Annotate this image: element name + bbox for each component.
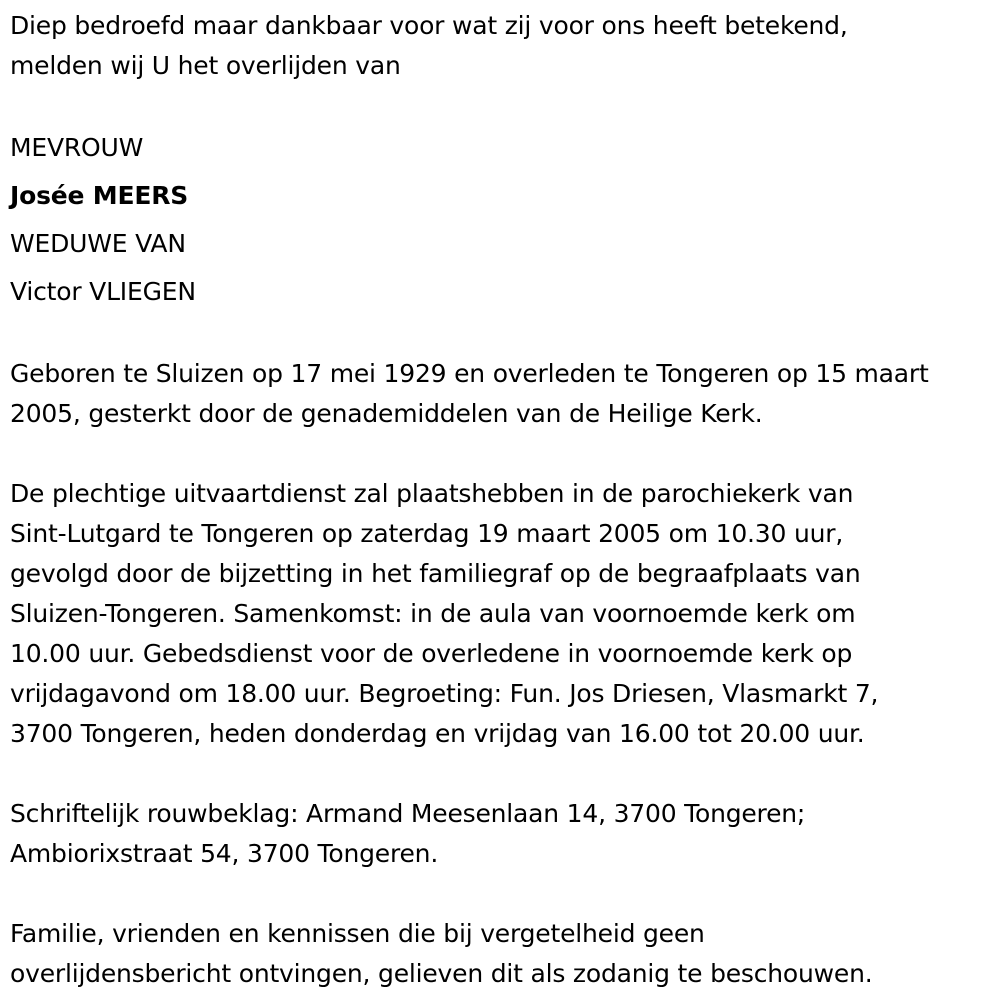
funeral-line: gevolgd door de bijzetting in het familiegraf op de begraafplaats van bbox=[10, 559, 861, 588]
funeral-line: De plechtige uitvaartdienst zal plaatshebben in de parochiekerk van bbox=[10, 479, 854, 508]
funeral-line: 3700 Tongeren, heden donderdag en vrijdag van 16.00 tot 20.00 uur. bbox=[10, 719, 865, 748]
funeral-paragraph bbox=[10, 474, 1000, 754]
closing-line: Familie, vrienden en kennissen die bij vergetelheid geen bbox=[10, 919, 705, 948]
person-title: MEVROUW bbox=[10, 133, 144, 162]
spacer bbox=[10, 86, 1000, 126]
funeral-line: Sint-Lutgard te Tongeren op zaterdag 19 maart 2005 om 10.30 uur, bbox=[10, 519, 844, 548]
condolences-line: Ambiorixstraat 54, 3700 Tongeren. bbox=[10, 839, 439, 868]
spacer bbox=[10, 434, 1000, 474]
birth-death-line: Geboren te Sluizen op 17 mei 1929 en overleden te Tongeren op 15 maart bbox=[10, 359, 929, 388]
person-block bbox=[10, 124, 1000, 316]
person-name: Josée MEERS bbox=[10, 181, 189, 210]
person-spouse: Victor VLIEGEN bbox=[10, 277, 196, 306]
spacer bbox=[10, 754, 1000, 794]
birth-death-line: 2005, gesterkt door de genademiddelen van de Heilige Kerk. bbox=[10, 399, 763, 428]
funeral-line: 10.00 uur. Gebedsdienst voor de overledene in voornoemde kerk op bbox=[10, 639, 853, 668]
condolences-line: Schriftelijk rouwbeklag: Armand Meesenlaan 14, 3700 Tongeren; bbox=[10, 799, 806, 828]
intro-line: Diep bedroefd maar dankbaar voor wat zij voor ons heeft betekend, bbox=[10, 11, 848, 40]
birth-death-paragraph bbox=[10, 354, 1000, 434]
condolences-paragraph bbox=[10, 794, 1000, 874]
spacer bbox=[10, 874, 1000, 914]
closing-line: overlijdensbericht ontvingen, gelieven dit als zodanig te beschouwen. bbox=[10, 959, 873, 988]
funeral-line: vrijdagavond om 18.00 uur. Begroeting: Fun. Jos Driesen, Vlasmarkt 7, bbox=[10, 679, 879, 708]
person-relation: WEDUWE VAN bbox=[10, 229, 186, 258]
spacer bbox=[10, 316, 1000, 354]
intro-line: melden wij U het overlijden van bbox=[10, 51, 401, 80]
funeral-line: Sluizen-Tongeren. Samenkomst: in de aula van voornoemde kerk om bbox=[10, 599, 856, 628]
closing-paragraph bbox=[10, 914, 1000, 994]
intro-paragraph bbox=[10, 6, 1000, 86]
